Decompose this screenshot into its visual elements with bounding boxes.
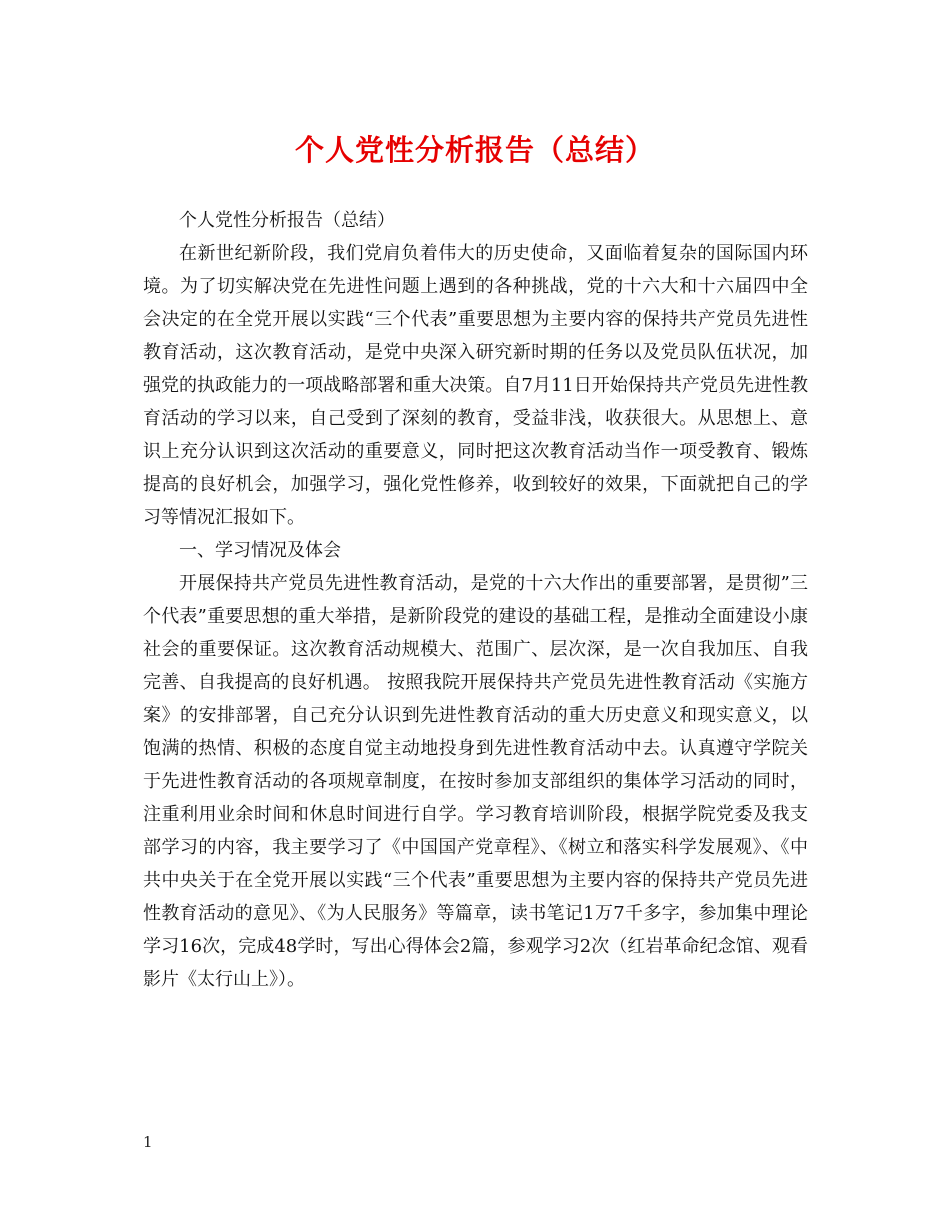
page-number: 1 [143, 1133, 153, 1151]
document-title: 个人党性分析报告（总结） [294, 133, 655, 167]
paragraph-intro: 在新世纪新阶段，我们党肩负着伟大的历史使命，又面临着复杂的国际国内环境。为了切实解决党在先进性问题上遇到的各种挑战，党的十六大和十六届四中全会决定的在全党开展以实践“三个代表”重要思想为主要内容的保持共产党员先进性教育活动，这次教育活动，是党中央深入研究新时期的任务以及党员队伍状况，加强党的执政能力的一项战略部署和重大决策。自7月11日开始保持共产党员先进性教育活动的学习以来，自己受到了深刻的教育，受益非浅，收获很大。从思想上、意识上充分认识到这次活动的重要意义，同时把这次教育活动当作一项受教育、锻炼提高的良好机会，加强学习，强化党性修养，收到较好的效果，下面就把自己的学习等情况汇报如下。 [143, 243, 808, 528]
paragraph-study: 开展保持共产党员先进性教育活动，是党的十六大作出的重要部署，是贯彻”三个代表”重要思想的重大举措，是新阶段党的建设的基础工程，是推动全面建设小康社会的重要保证。这次教育活动规模大、范围广、层次深，是一次自我加压、自我完善、自我提高的良好机遇。 按照我院开展保持共产党员先进性教育活动《实施方案》的安排部署，自己充分认识到先进性教育活动的重大历史意义和现实意义，以饱满的热情、积极的态度自觉主动地投身到先进性教育活动中去。认真遵守学院关于先进性教育活动的各项规章制度，在按时参加支部组织的集体学习活动的同时，注重利用业余时间和休息时间进行自学。学习教育培训阶段，根据学院党委及我支部学习的内容，我主要学习了《中国国产党章程》、《树立和落实科学发展观》、《中共中央关于在全党开展以实践“三个代表”重要思想为主要内容的保持共产党员先进性教育活动的意见》、《为人民服务》等篇章，读书笔记1万7千多字，参加集中理论学习16次，完成48学时，写出心得体会2篇，参观学习2次（红岩革命纪念馆、观看影片《太行山上》）。 [143, 573, 808, 990]
document-body [143, 204, 808, 996]
section-heading: 一、学习情况及体会 [179, 540, 341, 561]
paragraph-subtitle: 个人党性分析报告（总结） [179, 210, 395, 231]
